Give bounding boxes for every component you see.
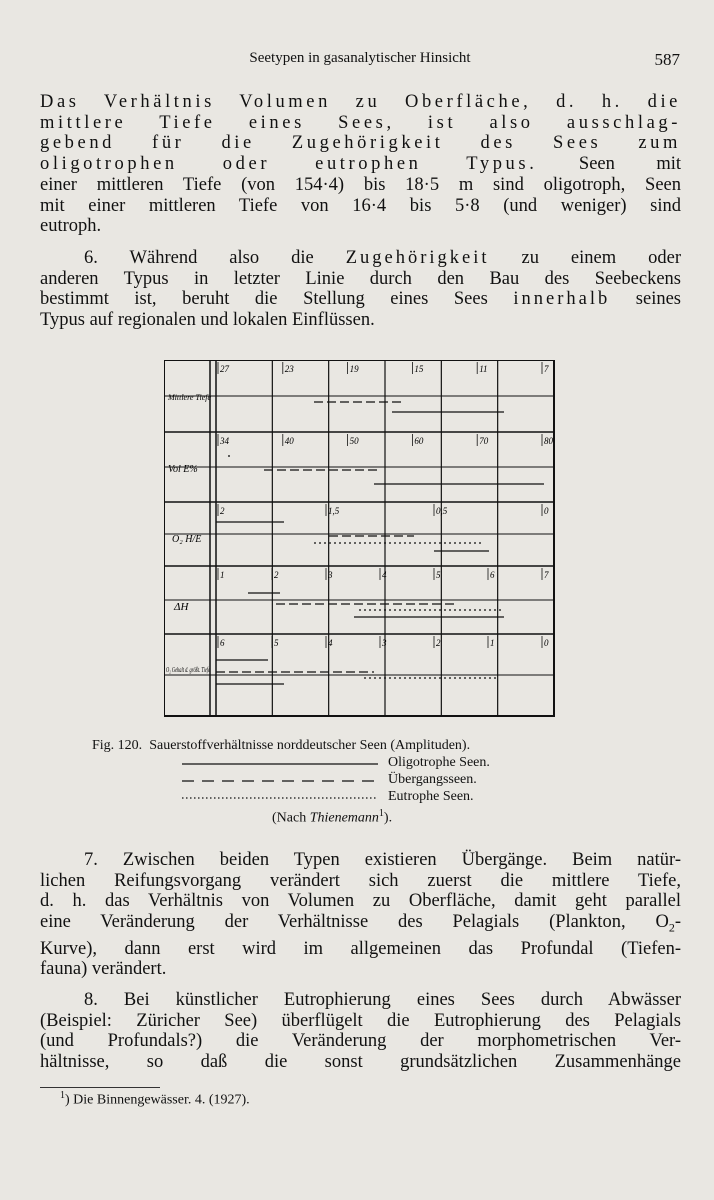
text-line: eutroph. — [40, 216, 102, 237]
text-line: 8. Bei künstlicher Eutrophierung eines Sees durch Abwässer — [84, 990, 681, 1010]
row-label-mittlere-tiefe: Mittlere Tiefe — [168, 393, 212, 402]
caption-text: Sauerstoffverhältnisse norddeutscher Seen (Amplituden). — [149, 738, 471, 753]
tick-label: 3 — [382, 638, 387, 648]
text-span: eine Veränderung der Verhältnisse des Pelagials (Plankton, O — [40, 912, 669, 933]
tick-label: 70 — [479, 436, 489, 446]
footnote-rule — [40, 1087, 160, 1088]
legend-label: Oligotrophe Seen. — [388, 755, 490, 770]
text-line: (und Profundals?) die Veränderung der morphometrischen Ver- — [40, 1031, 681, 1052]
row-label-delta-h: ΔH — [174, 601, 189, 613]
text-span: Seen mit — [578, 154, 681, 175]
legend-label: Übergangsseen. — [388, 772, 477, 787]
subscript: 2 — [668, 920, 675, 935]
tick-label: 1 — [490, 638, 495, 648]
text-line: mittlere Tiefe eines Sees, ist also ausschlag- — [40, 112, 681, 133]
tick-label: 80 — [544, 436, 553, 446]
tick-label: 0 — [544, 506, 549, 516]
paragraph-8 — [40, 990, 681, 1073]
tick-label: 15 — [414, 364, 424, 374]
figure-number: Fig. 120. — [92, 738, 143, 753]
row-label-vol-e: Vol E% — [168, 464, 198, 475]
text-line — [40, 154, 681, 175]
tick-label: 7 — [544, 570, 549, 580]
chart-frame — [164, 360, 554, 716]
text-span: oligotrophen oder eutrophen Typus. — [40, 154, 538, 175]
paragraph-6 — [40, 248, 681, 331]
text-line — [40, 289, 681, 310]
tick-label: 6 — [490, 570, 495, 580]
tick-label: 0,5 — [436, 506, 448, 516]
tick-labels — [218, 362, 554, 648]
tick-label: 7 — [544, 364, 549, 374]
tick-label: 60 — [414, 436, 424, 446]
figure-caption — [92, 737, 692, 827]
credit-post: ). — [383, 810, 393, 826]
legend-line-solid — [182, 758, 382, 768]
text-span: - — [674, 912, 681, 933]
tick-label: 4 — [328, 638, 333, 648]
tick-label: 5 — [274, 638, 279, 648]
text-span: Zugehörigkeit — [345, 248, 490, 268]
text-line: fauna) verändert. — [40, 959, 167, 980]
legend-row-oligotroph — [182, 754, 692, 771]
tick-label: 2 — [436, 638, 441, 648]
legend-line-dashed — [182, 775, 382, 785]
caption-credit — [272, 805, 692, 827]
vertical-gridlines — [272, 360, 497, 716]
tick-label: 27 — [220, 364, 229, 374]
running-head-title: Seetypen in gasanalytischer Hinsicht — [249, 50, 471, 66]
tick-label: 6 — [220, 638, 225, 648]
running-head — [40, 50, 680, 72]
tick-label: 0 — [544, 638, 549, 648]
legend-row-eutroph — [182, 788, 692, 805]
tick-label: 1,5 — [328, 506, 340, 516]
credit-name: Thienemann — [309, 810, 379, 826]
text-line: anderen Typus in letzter Linie durch den Bau des Seebeckens — [40, 268, 681, 289]
text-line — [40, 248, 681, 269]
text-span: seines — [635, 289, 682, 310]
text-line: einer mittleren Tiefe (von 154·4) bis 18·5 m sind oligotroph, Seen — [40, 174, 681, 195]
text-line: lichen Reifungsvorgang verändert sich zuerst die mittlere Tiefe, — [40, 870, 681, 891]
text-line: hältnisse, so daß die sonst grundsätzlichen Zusammenhänge — [40, 1052, 681, 1073]
tick-label: 23 — [284, 364, 294, 374]
text-line — [40, 912, 681, 938]
tick-label: 34 — [220, 436, 229, 446]
footnote — [60, 1090, 250, 1109]
text-line: gebend für die Zugehörigkeit des Sees zum — [40, 133, 681, 154]
row-label-o2: O₂ H/E — [172, 534, 202, 545]
page-number: 587 — [654, 50, 680, 69]
tick-label: 5 — [436, 570, 441, 580]
row-label-o2-gehalt: O₂ Gehalt d. größt. Tiefe — [166, 665, 211, 674]
tick-label: 11 — [479, 364, 488, 374]
text-line: Das Verhältnis Volumen zu Oberfläche, d. h. die — [40, 92, 681, 112]
legend-label: Eutrophe Seen. — [388, 789, 474, 804]
tick-label: 2 — [274, 570, 279, 580]
caption-line — [92, 737, 692, 754]
text-line: 7. Zwischen beiden Typen existieren Übergänge. Beim natür- — [84, 850, 681, 870]
legend-line-dotted — [182, 792, 382, 802]
legend-row-uebergang — [182, 771, 692, 788]
tick-label: 1 — [220, 570, 225, 580]
text-span: bestimmt ist, beruht die Stellung eines Sees — [40, 289, 488, 310]
credit-pre: (Nach — [272, 810, 307, 826]
text-line: mit einer mittleren Tiefe von 16·4 bis 5·8 (und weniger) sind — [40, 195, 681, 216]
text-line: Kurve), dann erst wird im allgemeinen das Profundal (Tiefen- — [40, 938, 681, 959]
footnote-mark: 1 — [60, 1090, 65, 1101]
text-span: zu einem oder — [521, 248, 681, 268]
tick-label: 19 — [349, 364, 359, 374]
paragraph-7 — [40, 850, 681, 980]
credit-sup: 1 — [378, 808, 384, 819]
paragraph-5 — [40, 92, 681, 237]
footnote-text: ) Die Binnengewässer. 4. (1927). — [65, 1092, 250, 1108]
text-line: (Beispiel: Züricher See) überflügelt die Eutrophierung des Pelagials — [40, 1010, 681, 1031]
tick-label: 50 — [349, 436, 359, 446]
tick-label: 4 — [382, 570, 387, 580]
text-line: d. h. das Verhältnis von Volumen zu Oberfläche, damit geht parallel — [40, 891, 681, 912]
text-span: 6. Während also die — [84, 248, 314, 268]
tick-label: 3 — [328, 570, 333, 580]
range-chart — [164, 360, 556, 718]
tick-label: 40 — [284, 436, 294, 446]
text-span: innerhalb — [513, 289, 611, 310]
text-line: Typus auf regionalen und lokalen Einflüssen. — [40, 310, 375, 331]
tick-label: 2 — [220, 506, 225, 516]
